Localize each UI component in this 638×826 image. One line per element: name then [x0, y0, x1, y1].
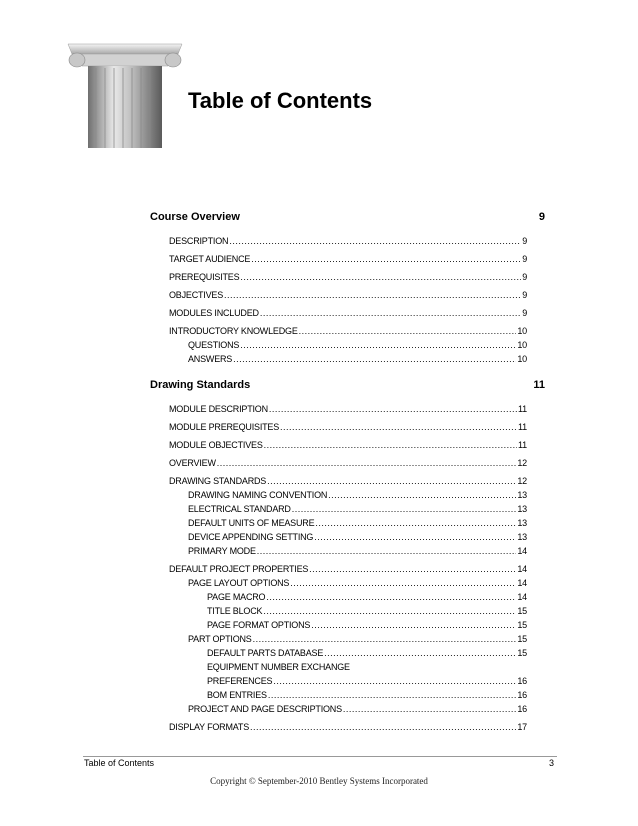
toc-entry[interactable] [169, 326, 527, 336]
toc-entry-label: EQUIPMENT NUMBER EXCHANGE [207, 662, 350, 672]
toc-entry-page: 9 [522, 254, 527, 264]
toc-section-title: Course Overview [150, 211, 240, 223]
leader-dots [309, 564, 516, 574]
toc-entry-label: PREFERENCES [207, 676, 273, 686]
toc-entry[interactable] [169, 422, 527, 432]
toc-entry-page: 16 [517, 690, 527, 700]
toc-entry-label: DISPLAY FORMATS [169, 722, 250, 732]
toc-entry-page: 13 [517, 532, 527, 542]
toc-entry[interactable] [169, 564, 527, 574]
toc-entry[interactable] [207, 620, 527, 630]
toc-entry[interactable] [188, 354, 527, 364]
page-number: 3 [549, 758, 555, 768]
leader-dots [280, 422, 517, 432]
toc-entry-label: PAGE LAYOUT OPTIONS [188, 578, 290, 588]
toc-entry[interactable] [169, 404, 527, 414]
toc-section-page: 11 [533, 379, 545, 391]
toc-entry[interactable] [169, 308, 527, 318]
toc-entry-page: 10 [517, 354, 527, 364]
leader-dots [267, 476, 516, 486]
toc-entry-label: PAGE MACRO [207, 592, 266, 602]
toc-entry-page: 14 [517, 578, 527, 588]
toc-entry-label: DEVICE APPENDING SETTING [188, 532, 314, 542]
toc-entry[interactable] [207, 690, 527, 700]
toc-entry-page: 15 [517, 620, 527, 630]
toc-entry-label: OVERVIEW [169, 458, 216, 468]
toc-entry-label: ANSWERS [188, 354, 233, 364]
leader-dots [264, 440, 517, 450]
toc-entry[interactable] [188, 340, 527, 350]
leader-dots [240, 272, 521, 282]
toc-entry-page: 16 [517, 704, 527, 714]
leader-dots [263, 606, 516, 616]
leader-dots [292, 504, 517, 514]
leader-dots [257, 546, 517, 556]
toc-entry[interactable] [188, 490, 527, 500]
toc-entry-page: 9 [522, 290, 527, 300]
leader-dots [251, 254, 521, 264]
toc-entry-label: OBJECTIVES [169, 290, 224, 300]
leader-dots [314, 532, 516, 542]
toc-entry-label: QUESTIONS [188, 340, 240, 350]
toc-entry-label: DRAWING NAMING CONVENTION [188, 490, 328, 500]
toc-entry-page: 9 [522, 236, 527, 246]
toc-entry-page: 10 [517, 340, 527, 350]
toc-entry[interactable] [207, 662, 350, 672]
toc-entry[interactable] [188, 704, 527, 714]
footer-divider [83, 756, 557, 757]
leader-dots [268, 690, 517, 700]
leader-dots [315, 518, 516, 528]
toc-entry[interactable] [169, 254, 527, 264]
leader-dots [290, 578, 516, 588]
toc-entry[interactable] [188, 634, 527, 644]
leader-dots [240, 340, 516, 350]
toc-entry-page: 10 [517, 326, 527, 336]
toc-entry[interactable] [188, 518, 527, 528]
toc-entry[interactable] [169, 722, 527, 732]
toc-entry-page: 14 [517, 592, 527, 602]
page-title: Table of Contents [188, 88, 373, 113]
toc-entry-label: TARGET AUDIENCE [169, 254, 251, 264]
leader-dots [229, 236, 521, 246]
toc-entry[interactable] [169, 476, 527, 486]
toc-entry-label: BOM ENTRIES [207, 690, 267, 700]
toc-entry-page: 14 [517, 546, 527, 556]
leader-dots [217, 458, 517, 468]
toc-entry-page: 12 [517, 458, 527, 468]
leader-dots [311, 620, 516, 630]
toc-entry-page: 17 [517, 722, 527, 732]
toc-entry-label: PAGE FORMAT OPTIONS [207, 620, 311, 630]
toc-entry[interactable] [169, 236, 527, 246]
toc-entry-label: TITLE BLOCK [207, 606, 263, 616]
toc-entry-label: PREREQUISITES [169, 272, 240, 282]
toc-entry[interactable] [188, 504, 527, 514]
toc-entry-page: 11 [518, 440, 527, 450]
copyright-notice: Copyright © September-2010 Bentley Systems Incorporated [210, 776, 428, 786]
toc-entry-page: 13 [517, 490, 527, 500]
toc-entry-page: 14 [517, 564, 527, 574]
leader-dots [269, 404, 517, 414]
toc-entry-label: DESCRIPTION [169, 236, 229, 246]
toc-entry-label: MODULES INCLUDED [169, 308, 259, 318]
leader-dots [253, 634, 517, 644]
toc-entry[interactable] [188, 546, 527, 556]
toc-section[interactable] [150, 211, 545, 223]
toc-entry-page: 11 [518, 404, 527, 414]
leader-dots [224, 290, 521, 300]
leader-dots [299, 326, 517, 336]
toc-entry-page: 11 [518, 422, 527, 432]
toc-entry[interactable] [207, 676, 527, 686]
toc-entry-page: 9 [522, 272, 527, 282]
leader-dots [328, 490, 516, 500]
toc-entry-page: 16 [517, 676, 527, 686]
toc-entry[interactable] [169, 458, 527, 468]
leader-dots [324, 648, 516, 658]
toc-entry[interactable] [169, 290, 527, 300]
toc-entry[interactable] [188, 578, 527, 588]
toc-entry[interactable] [207, 648, 527, 658]
toc-entry-page: 13 [517, 518, 527, 528]
toc-section-title: Drawing Standards [150, 379, 251, 391]
toc-entry-page: 13 [517, 504, 527, 514]
toc-entry[interactable] [188, 532, 527, 542]
toc-entry[interactable] [207, 592, 527, 602]
toc-entry-label: MODULE DESCRIPTION [169, 404, 268, 414]
toc-entry-label: PROJECT AND PAGE DESCRIPTIONS [188, 704, 342, 714]
toc-entry-page: 15 [517, 648, 527, 658]
leader-dots [250, 722, 516, 732]
leader-dots [273, 676, 516, 686]
footer-section-title: Table of Contents [84, 758, 155, 768]
toc-entry-label: DEFAULT UNITS OF MEASURE [188, 518, 315, 528]
toc-section[interactable] [150, 379, 545, 391]
toc-entry-page: 15 [517, 634, 527, 644]
toc-entry[interactable] [207, 606, 527, 616]
toc-entry-label: PRIMARY MODE [188, 546, 256, 556]
toc-entry[interactable] [169, 440, 527, 450]
toc-entry-label: PART OPTIONS [188, 634, 252, 644]
toc-entry-label: DEFAULT PROJECT PROPERTIES [169, 564, 309, 574]
toc-entry-label: DRAWING STANDARDS [169, 476, 267, 486]
toc-entry-label: ELECTRICAL STANDARD [188, 504, 291, 514]
toc-entry-page: 12 [517, 476, 527, 486]
toc-entry-label: DEFAULT PARTS DATABASE [207, 648, 324, 658]
toc-entry[interactable] [169, 272, 527, 282]
toc-entry-label: INTRODUCTORY KNOWLEDGE [169, 326, 298, 336]
leader-dots [260, 308, 521, 318]
leader-dots [343, 704, 516, 714]
leader-dots [266, 592, 516, 602]
toc-section-page: 9 [538, 211, 545, 223]
leader-dots [233, 354, 516, 364]
toc-entry-label: MODULE PREREQUISITES [169, 422, 280, 432]
toc-entry-page: 9 [522, 308, 527, 318]
toc-entry-label: MODULE OBJECTIVES [169, 440, 263, 450]
toc-entry-page: 15 [517, 606, 527, 616]
